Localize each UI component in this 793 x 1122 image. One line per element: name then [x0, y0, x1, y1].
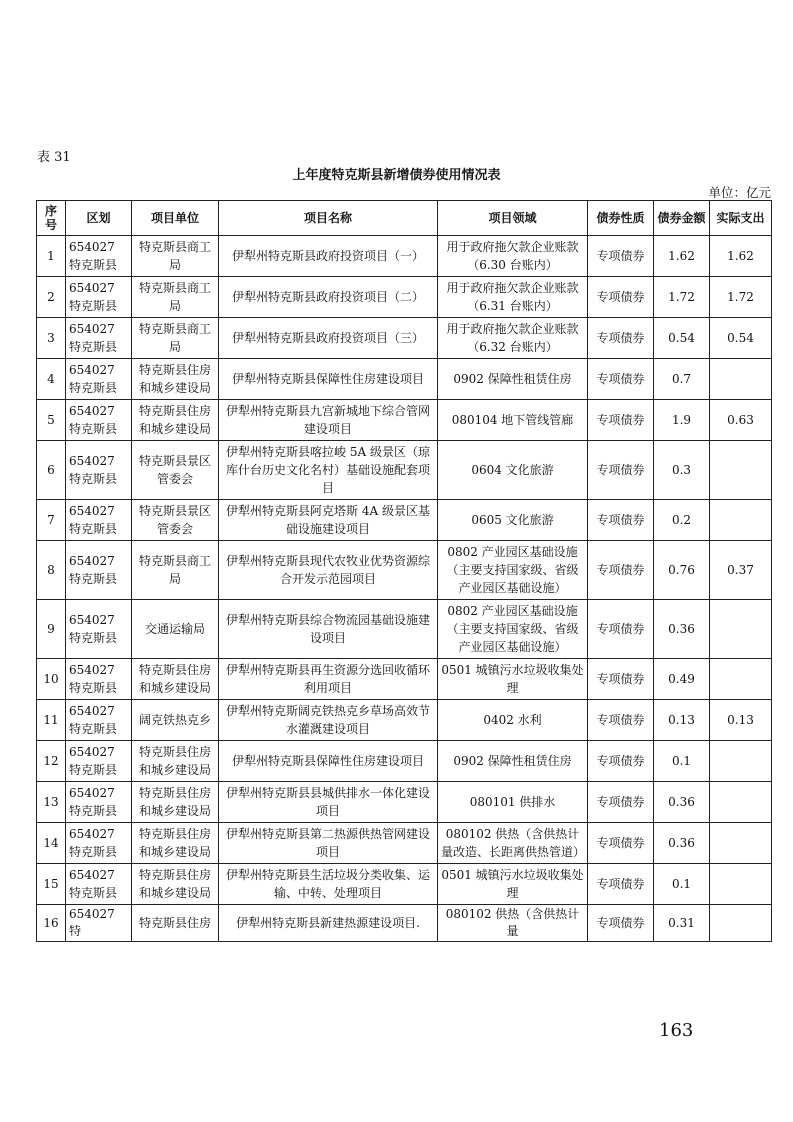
cell-region: 654027 特克斯县: [66, 782, 132, 823]
cell-no: 14: [37, 823, 66, 864]
cell-unit: 特克斯县商工局: [132, 541, 219, 600]
cell-name: 伊犁州特克斯县九宫新城地下综合管网建设项目: [219, 400, 438, 441]
cell-name: 伊犁州特克斯县保障性住房建设项目: [219, 741, 438, 782]
table-row: [37, 659, 772, 700]
cell-no: 11: [37, 700, 66, 741]
cell-amount: 1.9: [654, 400, 710, 441]
cell-nature: 专项债券: [588, 905, 654, 942]
cell-region: 654027 特克斯县: [66, 500, 132, 541]
table-row: [37, 823, 772, 864]
cell-region: 654027 特克斯县: [66, 823, 132, 864]
cell-region: 654027 特克斯县: [66, 359, 132, 400]
table-row: [37, 741, 772, 782]
cell-nature: 专项债券: [588, 600, 654, 659]
cell-no: 15: [37, 864, 66, 905]
cell-spent: 0.37: [710, 541, 772, 600]
cell-unit: 特克斯县商工局: [132, 318, 219, 359]
table-row: [37, 600, 772, 659]
cell-region: 654027 特克斯县: [66, 541, 132, 600]
bond-usage-table: [36, 200, 772, 942]
cell-field: 080102 供热（含供热计量: [438, 905, 588, 942]
cell-unit: 交通运输局: [132, 600, 219, 659]
cell-amount: 0.54: [654, 318, 710, 359]
cell-nature: 专项债券: [588, 741, 654, 782]
cell-spent: [710, 500, 772, 541]
cell-unit: 特克斯县商工局: [132, 236, 219, 277]
cell-name: 伊犁州特克斯县政府投资项目（三）: [219, 318, 438, 359]
cell-name: 伊犁州特克斯县保障性住房建设项目: [219, 359, 438, 400]
cell-nature: 专项债券: [588, 864, 654, 905]
cell-no: 8: [37, 541, 66, 600]
cell-spent: [710, 600, 772, 659]
table-row: [37, 500, 772, 541]
table-row: [37, 359, 772, 400]
cell-spent: 0.63: [710, 400, 772, 441]
cell-region: 654027 特克斯县: [66, 600, 132, 659]
table-row: [37, 782, 772, 823]
table-row: [37, 277, 772, 318]
table-header-row: [37, 201, 772, 236]
cell-unit: 特克斯县住房: [132, 905, 219, 942]
cell-no: 2: [37, 277, 66, 318]
cell-field: 0501 城镇污水垃圾收集处理: [438, 659, 588, 700]
cell-spent: 0.13: [710, 700, 772, 741]
cell-amount: 0.13: [654, 700, 710, 741]
cell-name: 伊犁州特克斯阔克铁热克乡草场高效节水灌溉建设项目: [219, 700, 438, 741]
cell-unit: 特克斯县住房和城乡建设局: [132, 400, 219, 441]
cell-field: 0402 水利: [438, 700, 588, 741]
cell-nature: 专项债券: [588, 782, 654, 823]
table-row: [37, 441, 772, 500]
cell-unit: 特克斯县住房和城乡建设局: [132, 741, 219, 782]
cell-field: 080101 供排水: [438, 782, 588, 823]
cell-amount: 0.31: [654, 905, 710, 942]
cell-amount: 0.1: [654, 864, 710, 905]
cell-name: 伊犁州特克斯县县城供排水一体化建设项目: [219, 782, 438, 823]
cell-spent: 1.62: [710, 236, 772, 277]
cell-amount: 0.36: [654, 782, 710, 823]
column-header: 项目领域: [438, 201, 588, 236]
cell-name: 伊犁州特克斯县生活垃圾分类收集、运输、中转、处理项目: [219, 864, 438, 905]
cell-region: 654027 特克斯县: [66, 864, 132, 905]
cell-no: 6: [37, 441, 66, 500]
cell-region: 654027 特克斯县: [66, 277, 132, 318]
cell-region: 654027 特克斯县: [66, 659, 132, 700]
cell-region: 654027 特克斯县: [66, 236, 132, 277]
cell-amount: 1.72: [654, 277, 710, 318]
cell-spent: [710, 359, 772, 400]
cell-field: 0802 产业园区基础设施（主要支持国家级、省级产业园区基础设施）: [438, 541, 588, 600]
cell-no: 7: [37, 500, 66, 541]
unit-label: 单位：亿元: [708, 185, 771, 200]
cell-nature: 专项债券: [588, 441, 654, 500]
cell-name: 伊犁州特克斯县政府投资项目（二）: [219, 277, 438, 318]
cell-unit: 特克斯县住房和城乡建设局: [132, 359, 219, 400]
cell-unit: 特克斯县住房和城乡建设局: [132, 864, 219, 905]
cell-unit: 特克斯县商工局: [132, 277, 219, 318]
cell-name: 伊犁州特克斯县政府投资项目（一）: [219, 236, 438, 277]
cell-region: 654027 特克斯县: [66, 741, 132, 782]
cell-field: 0605 文化旅游: [438, 500, 588, 541]
cell-no: 12: [37, 741, 66, 782]
cell-nature: 专项债券: [588, 823, 654, 864]
cell-unit: 阔克铁热克乡: [132, 700, 219, 741]
table-body: [37, 236, 772, 942]
cell-amount: 0.36: [654, 823, 710, 864]
table-row: [37, 236, 772, 277]
column-header: 实际支出: [710, 201, 772, 236]
cell-field: 用于政府拖欠款企业账款（6.31 台账内）: [438, 277, 588, 318]
cell-nature: 专项债券: [588, 359, 654, 400]
cell-region: 654027 特克斯县: [66, 700, 132, 741]
cell-amount: 0.49: [654, 659, 710, 700]
column-header: 项目单位: [132, 201, 219, 236]
cell-amount: 1.62: [654, 236, 710, 277]
cell-amount: 0.2: [654, 500, 710, 541]
cell-field: 0902 保障性租赁住房: [438, 741, 588, 782]
cell-spent: [710, 905, 772, 942]
cell-name: 伊犁州特克斯县阿克塔斯 4A 级景区基础设施建设项目: [219, 500, 438, 541]
cell-nature: 专项债券: [588, 400, 654, 441]
cell-field: 080102 供热（含供热计量改造、长距离供热管道）: [438, 823, 588, 864]
cell-no: 10: [37, 659, 66, 700]
cell-no: 1: [37, 236, 66, 277]
cell-nature: 专项债券: [588, 700, 654, 741]
cell-no: 4: [37, 359, 66, 400]
cell-no: 9: [37, 600, 66, 659]
cell-field: 用于政府拖欠款企业账款（6.32 台账内）: [438, 318, 588, 359]
table-row: [37, 541, 772, 600]
cell-name: 伊犁州特克斯县第二热源供热管网建设项目: [219, 823, 438, 864]
table-row: [37, 700, 772, 741]
cell-unit: 特克斯县住房和城乡建设局: [132, 782, 219, 823]
page-title: 上年度特克斯县新增债券使用情况表: [292, 168, 501, 183]
cell-no: 5: [37, 400, 66, 441]
column-header: 债券金额: [654, 201, 710, 236]
cell-field: 0802 产业园区基础设施（主要支持国家级、省级产业园区基础设施）: [438, 600, 588, 659]
cell-name: 伊犁州特克斯县再生资源分选回收循环利用项目: [219, 659, 438, 700]
cell-no: 3: [37, 318, 66, 359]
table-row: [37, 905, 772, 942]
cell-amount: 0.7: [654, 359, 710, 400]
cell-field: 用于政府拖欠款企业账款（6.30 台账内）: [438, 236, 588, 277]
cell-nature: 专项债券: [588, 318, 654, 359]
cell-name: 伊犁州特克斯县现代农牧业优势资源综合开发示范园项目: [219, 541, 438, 600]
table-label: 表 31: [37, 150, 71, 165]
cell-field: 0604 文化旅游: [438, 441, 588, 500]
cell-field: 080104 地下管线管廊: [438, 400, 588, 441]
table-row: [37, 318, 772, 359]
cell-name: 伊犁州特克斯县综合物流园基础设施建设项目: [219, 600, 438, 659]
cell-region: 654027 特克斯县: [66, 318, 132, 359]
column-header: 债券性质: [588, 201, 654, 236]
cell-name: 伊犁州特克斯县新建热源建设项目.: [219, 905, 438, 942]
cell-spent: [710, 441, 772, 500]
cell-unit: 特克斯县住房和城乡建设局: [132, 823, 219, 864]
cell-unit: 特克斯县景区管委会: [132, 441, 219, 500]
cell-field: 0501 城镇污水垃圾收集处理: [438, 864, 588, 905]
cell-region: 654027 特克斯县: [66, 441, 132, 500]
cell-amount: 0.76: [654, 541, 710, 600]
cell-amount: 0.36: [654, 600, 710, 659]
cell-spent: [710, 659, 772, 700]
cell-nature: 专项债券: [588, 500, 654, 541]
cell-nature: 专项债券: [588, 659, 654, 700]
cell-region: 654027 特: [66, 905, 132, 942]
cell-spent: 1.72: [710, 277, 772, 318]
cell-spent: [710, 782, 772, 823]
cell-no: 13: [37, 782, 66, 823]
cell-spent: [710, 741, 772, 782]
page-number: 163: [659, 1020, 694, 1041]
column-header: 区划: [66, 201, 132, 236]
cell-amount: 0.1: [654, 741, 710, 782]
cell-no: 16: [37, 905, 66, 942]
column-header: 项目名称: [219, 201, 438, 236]
column-header: 序号: [37, 201, 66, 236]
cell-unit: 特克斯县住房和城乡建设局: [132, 659, 219, 700]
cell-name: 伊犁州特克斯县喀拉峻 5A 级景区（琼库什台历史文化名村）基础设施配套项目: [219, 441, 438, 500]
cell-nature: 专项债券: [588, 236, 654, 277]
cell-spent: [710, 823, 772, 864]
cell-nature: 专项债券: [588, 277, 654, 318]
cell-spent: [710, 864, 772, 905]
cell-amount: 0.3: [654, 441, 710, 500]
cell-field: 0902 保障性租赁住房: [438, 359, 588, 400]
cell-spent: 0.54: [710, 318, 772, 359]
cell-region: 654027 特克斯县: [66, 400, 132, 441]
table-row: [37, 400, 772, 441]
cell-nature: 专项债券: [588, 541, 654, 600]
table-row: [37, 864, 772, 905]
cell-unit: 特克斯县景区管委会: [132, 500, 219, 541]
